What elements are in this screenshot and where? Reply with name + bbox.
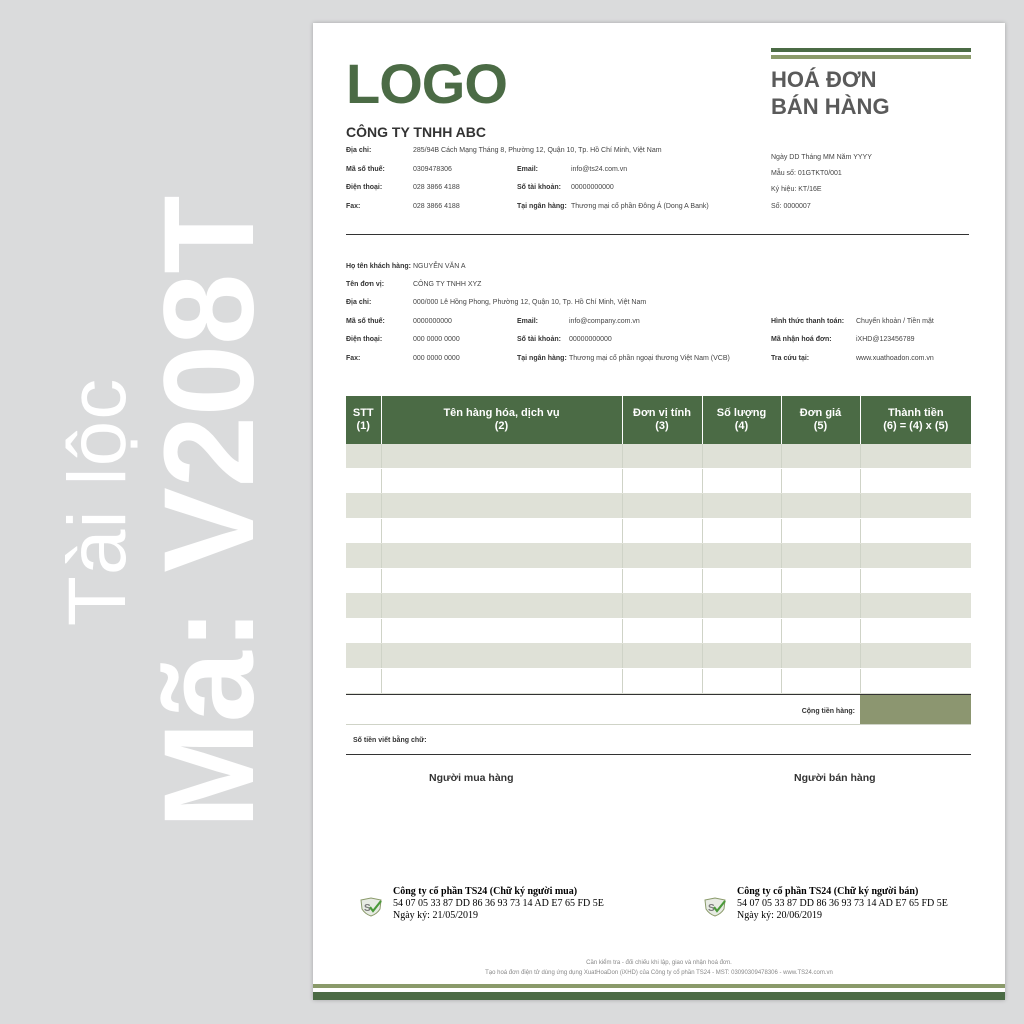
items-table: [346, 396, 971, 694]
seller-fax: 028 3866 4188: [413, 203, 460, 210]
logo: LOGO: [346, 52, 507, 115]
buyer-signature-title: Người mua hàng: [429, 772, 514, 784]
seller-email: info@ts24.com.vn: [571, 166, 628, 173]
table-header-row: [346, 396, 971, 444]
seller-phone-label: Điện thoại:: [346, 184, 383, 191]
seller-account: 00000000000: [571, 184, 614, 191]
col-header-quantity: Số lượng (4): [702, 396, 781, 444]
invoice-number-value: 0000007: [783, 203, 811, 210]
buyer-sig-code: 54 07 05 33 87 DD 86 36 93 73 14 AD E7 65 FD 5E: [393, 898, 604, 909]
words-divider: [346, 754, 971, 755]
buyer-phone-label: Điện thoại:: [346, 336, 383, 343]
buyer-email-label: Email:: [517, 318, 539, 325]
buyer-tax-label: Mã số thuế:: [346, 318, 385, 325]
buyer-unit-label: Tên đơn vị:: [346, 281, 385, 288]
buyer-email: info@company.com.vn: [569, 318, 640, 325]
invoice-title-line1: HOÁ ĐƠN: [771, 67, 877, 92]
seller-sig-code: 54 07 05 33 87 DD 86 36 93 73 14 AD E7 65 FD 5E: [737, 898, 948, 909]
col-header-price: Đơn giá (5): [781, 396, 860, 444]
col-header-stt: STT (1): [346, 396, 381, 444]
buyer-phone: 000 0000 0000: [413, 336, 460, 343]
seller-address: 285/94B Cách Mạng Tháng 8, Phường 12, Quận 10, Tp. Hồ Chí Minh, Việt Nam: [413, 147, 662, 154]
table-row: [346, 644, 971, 669]
col-header-unit: Đơn vị tính (3): [622, 396, 702, 444]
title-bar-dark: [771, 48, 971, 52]
table-row: [346, 494, 971, 519]
invoice-form-label: Mẫu số:: [771, 170, 796, 177]
invoice-number: [771, 203, 811, 210]
buyer-fax-label: Fax:: [346, 355, 361, 362]
signature-verified-icon: [703, 897, 727, 917]
footer-bar-dark: [313, 992, 1005, 1000]
table-row: [346, 619, 971, 644]
footer-credits: Tạo hoá đơn điện tử dùng ứng dụng XuatHoaDon (iXHD) của Công ty cổ phần TS24 - MST: 03090309478306 - www.TS24.com.vn: [485, 970, 833, 976]
buyer-name: NGUYỄN VĂN A: [413, 263, 466, 270]
signature-verified-icon: [359, 897, 383, 917]
table-row: [346, 519, 971, 544]
seller-sig-date: Ngày ký: 20/06/2019: [737, 910, 822, 921]
receive-code: iXHD@123456789: [856, 336, 915, 343]
buyer-fax: 000 0000 0000: [413, 355, 460, 362]
buyer-account: 00000000000: [569, 336, 612, 343]
seller-sig-company: Công ty cổ phần TS24 (Chữ ký người bán): [737, 886, 919, 897]
buyer-unit: CÔNG TY TNHH XYZ: [413, 281, 482, 288]
invoice-title: [771, 66, 890, 120]
footer-note: Cần kiểm tra - đối chiếu khi lập, giao và nhận hoá đơn.: [586, 960, 732, 966]
buyer-bank: Thương mại cổ phần ngoại thương Việt Nam (VCB): [569, 355, 730, 362]
invoice-page: [313, 23, 1005, 1000]
invoice-form-value: 01GTKT0/001: [797, 170, 842, 177]
seller-digital-signature: [737, 886, 948, 922]
buyer-address-label: Địa chỉ:: [346, 299, 372, 306]
seller-address-label: Địa chỉ:: [346, 147, 372, 154]
buyer-tax: 0000000000: [413, 318, 452, 325]
buyer-name-label: Họ tên khách hàng:: [346, 263, 411, 270]
seller-account-label: Số tài khoản:: [517, 184, 561, 191]
company-name: CÔNG TY TNHH ABC: [346, 124, 486, 140]
invoice-title-line2: BÁN HÀNG: [771, 94, 890, 119]
buyer-sig-date: Ngày ký: 21/05/2019: [393, 910, 478, 921]
buyer-sig-company: Công ty cổ phần TS24 (Chữ ký người mua): [393, 886, 578, 897]
payment-label: Hình thức thanh toán:: [771, 318, 845, 325]
footer-bar-light: [313, 984, 1005, 988]
total-amount-box: [860, 695, 971, 725]
invoice-number-label: Số:: [771, 203, 782, 210]
seller-bank-label: Tại ngân hàng:: [517, 203, 567, 210]
side-panel: [0, 0, 300, 1024]
table-row: [346, 544, 971, 569]
seller-tax-label: Mã số thuế:: [346, 166, 385, 173]
seller-phone: 028 3866 4188: [413, 184, 460, 191]
table-body: [346, 444, 971, 694]
lookup-url: www.xuathoadon.com.vn: [856, 355, 934, 362]
seller-signature-title: Người bán hàng: [794, 772, 876, 784]
invoice-symbol-value: KT/16E: [798, 186, 822, 193]
invoice-symbol: [771, 186, 822, 193]
buyer-account-label: Số tài khoản:: [517, 336, 561, 343]
table-row: [346, 469, 971, 494]
svg-text:S: S: [708, 903, 715, 914]
title-bar-light: [771, 55, 971, 59]
amount-in-words-label: Số tiền viết bằng chữ:: [353, 737, 427, 744]
table-row: [346, 669, 971, 694]
side-code: Mã: V208T: [138, 195, 281, 829]
invoice-date: Ngày DD Tháng MM Năm YYYY: [771, 154, 872, 161]
buyer-bank-label: Tại ngân hàng:: [517, 355, 567, 362]
svg-text:S: S: [364, 903, 371, 914]
invoice-symbol-label: Ký hiệu:: [771, 186, 797, 193]
col-header-item: Tên hàng hóa, dịch vụ (2): [381, 396, 622, 444]
seller-email-label: Email:: [517, 166, 539, 173]
invoice-form: [771, 170, 842, 177]
lookup-label: Tra cứu tại:: [771, 355, 810, 362]
buyer-address: 000/000 Lê Hồng Phong, Phường 12, Quận 10, Tp. Hồ Chí Minh, Việt Nam: [413, 299, 647, 306]
total-label: Cộng tiền hàng:: [801, 708, 855, 715]
seller-fax-label: Fax:: [346, 203, 361, 210]
table-row: [346, 569, 971, 594]
side-title: Tài lộc: [52, 377, 143, 627]
receive-label: Mã nhận hoá đơn:: [771, 336, 832, 343]
payment-method: Chuyển khoản / Tiền mặt: [856, 318, 934, 325]
header-divider: [346, 234, 969, 235]
table-row: [346, 444, 971, 469]
buyer-digital-signature: [393, 886, 604, 922]
seller-tax: 0309478306: [413, 166, 452, 173]
seller-bank: Thương mại cổ phần Đông Á (Dong A Bank): [571, 203, 709, 210]
table-row: [346, 594, 971, 619]
total-separator: [346, 724, 971, 725]
col-header-amount: Thành tiền (6) = (4) x (5): [860, 396, 971, 444]
